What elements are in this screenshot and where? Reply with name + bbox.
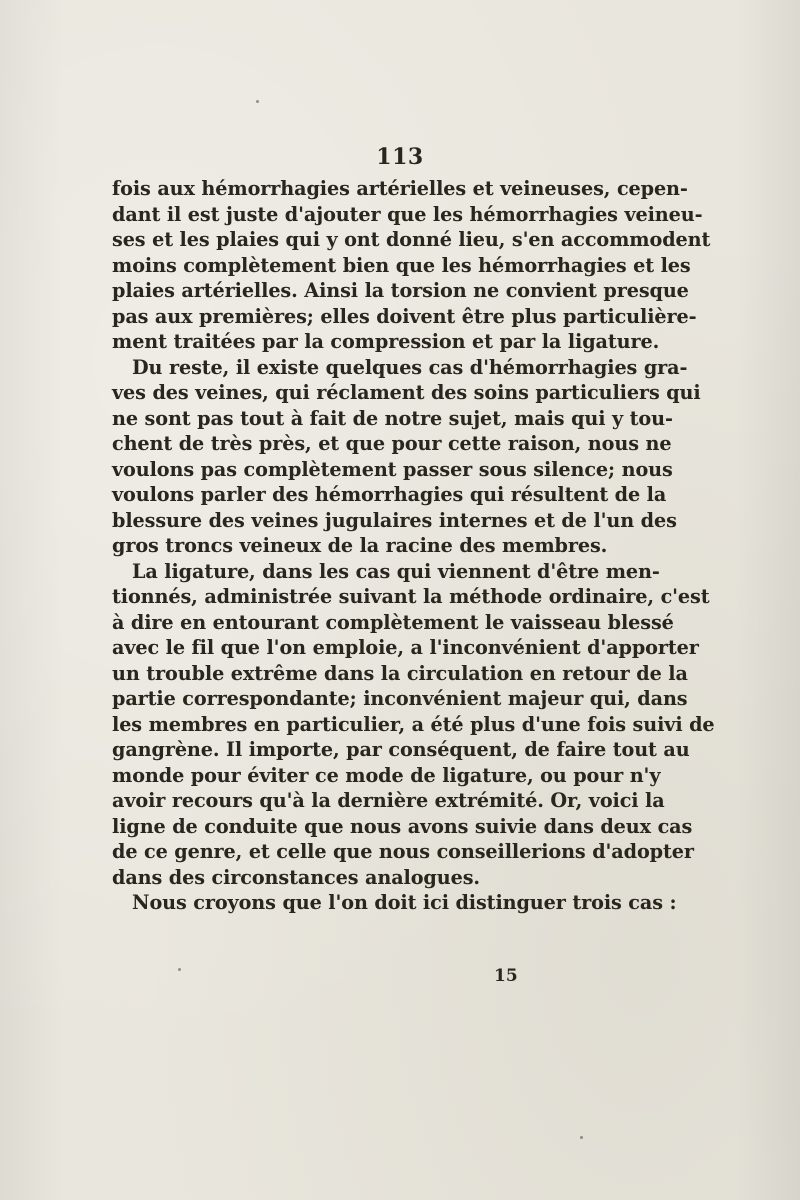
text-line: de ce genre, et celle que nous conseillerions d'adopter [112,840,694,863]
text-line: ves des veines, qui réclament des soins particuliers qui [112,381,701,404]
text-line: fois aux hémorrhagies artérielles et veineuses, cepen- [112,177,688,200]
paper-speck [580,1136,583,1139]
text-line: moins complètement bien que les hémorrhagies et les [112,253,691,277]
text-line: partie correspondante; inconvénient majeur qui, dans [112,687,688,710]
text-line: blessure des veines jugulaires internes et de l'un des [112,508,677,532]
text-line: tionnés, administrée suivant la méthode ordinaire, c'est [112,585,710,608]
text-line: pas aux premières; elles doivent être plus particulière- [112,304,697,328]
text-line: un trouble extrême dans la circulation en retour de la [112,661,688,685]
text-line: monde pour éviter ce mode de ligature, ou pour n'y [112,763,661,787]
text-line: les membres en particulier, a été plus d'une fois suivi de [112,712,715,736]
text-line: ment traitées par la compression et par la ligature. [112,330,660,353]
text-line: voulons parler des hémorrhagies qui résultent de la [112,483,667,506]
text-line: dans des circonstances analogues. [112,865,480,889]
text-line: ligne de conduite que nous avons suivie dans deux cas [112,814,693,838]
text-line: avoir recours qu'à la dernière extrémité. Or, voici la [112,789,665,812]
text-line: gros troncs veineux de la racine des membres. [112,534,608,557]
text-line: La ligature, dans les cas qui viennent d'être men- [132,559,660,583]
paper-speck [256,100,259,103]
text-line: plaies artérielles. Ainsi la torsion ne convient presque [112,279,689,302]
text-line: ne sont pas tout à fait de notre sujet, mais qui y tou- [112,406,673,430]
text-line: chent de très près, et que pour cette raison, nous ne [112,432,672,455]
text-line: voulons pas complètement passer sous silence; nous [112,457,673,481]
body-text [112,176,715,916]
text-line: gangrène. Il importe, par conséquent, de faire tout au [112,738,690,761]
paper-speck [178,968,181,971]
text-line: Nous croyons que l'on doit ici distinguer trois cas : [132,891,677,914]
text-line: à dire en entourant complètement le vaisseau blessé [112,610,674,634]
signature-mark: 15 [494,966,518,986]
text-line: Du reste, il existe quelques cas d'hémorrhagies gra- [132,355,688,379]
page-number: 113 [376,144,424,170]
text-line: dant il est juste d'ajouter que les hémorrhagies veineu- [112,202,703,226]
text-line: avec le fil que l'on emploie, a l'inconvénient d'apporter [112,636,699,659]
text-line: ses et les plaies qui y ont donné lieu, s'en accommodent [112,228,711,251]
